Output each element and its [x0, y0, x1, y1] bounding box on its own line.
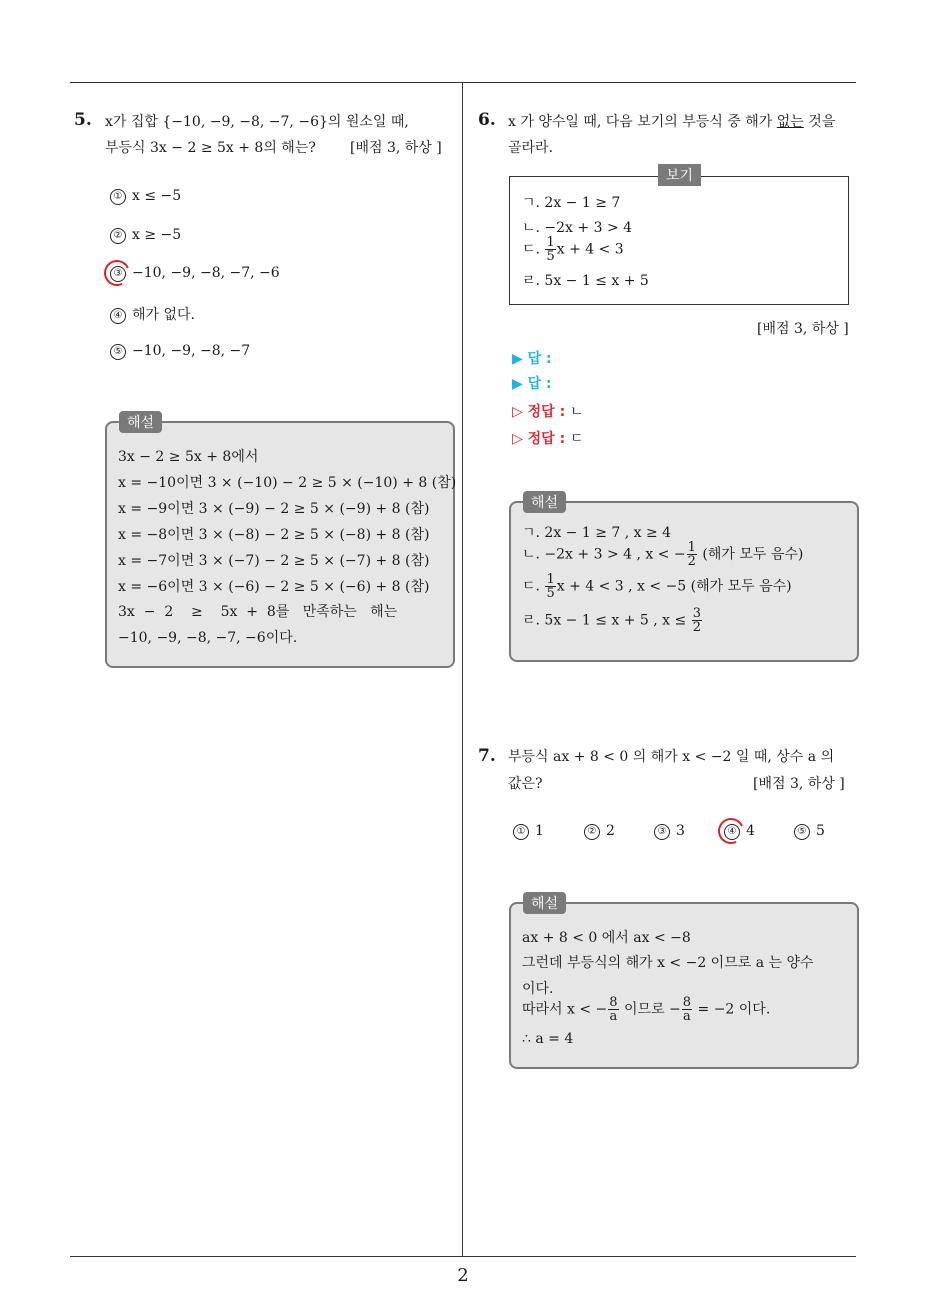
- correct-label: ▷ 정답 :: [512, 404, 566, 420]
- correct-answer: [512, 428, 584, 448]
- fraction: [687, 541, 697, 568]
- explanation-line: x = −8이면 3 × (−8) − 2 ≥ 5 × (−8) + 8 (참): [118, 527, 430, 543]
- choice-number: ③: [110, 266, 126, 282]
- fraction-numerator: 3: [692, 606, 701, 621]
- choice-2[interactable]: [110, 227, 181, 244]
- explanation-line: 그런데 부등식의 해가 x < −2 이므로 a 는 양수: [522, 955, 814, 971]
- choice-text: −10, −9, −8, −7: [132, 343, 251, 359]
- score-label: [배점 3, 하상 ]: [350, 140, 442, 156]
- choice-2[interactable]: [584, 823, 615, 840]
- explanation-text: ㄹ. 5x − 1 ≤ x + 5 , x ≤: [522, 612, 687, 629]
- answer-circle-mark: [714, 814, 747, 847]
- example-tag: 보기: [658, 164, 701, 186]
- choice-text: 해가 없다.: [132, 307, 195, 323]
- explanation-line: 3x − 2 ≥ 5x + 8를 만족하는 해는: [118, 604, 398, 620]
- fraction-denominator: a: [609, 1009, 618, 1024]
- top-rule: [70, 82, 856, 83]
- explanation-text: ㄴ. −2x + 3 > 4 , x < −: [522, 546, 686, 563]
- explanation-text: 따라서 x < −: [522, 1001, 608, 1018]
- correct-value: ㄷ: [570, 431, 584, 447]
- choice-number: ②: [584, 824, 600, 840]
- choice-3[interactable]: [110, 265, 280, 282]
- example-prefix: ㄷ.: [522, 241, 545, 258]
- choice-number: ③: [654, 824, 670, 840]
- choice-number: ②: [110, 228, 126, 244]
- explanation-line: [522, 541, 803, 568]
- explanation-line: x = −9이면 3 × (−9) − 2 ≥ 5 × (−9) + 8 (참): [118, 501, 430, 517]
- question-text: 값은?: [508, 776, 543, 792]
- fraction-denominator: 5: [546, 586, 555, 601]
- example-rest: x + 4 < 3: [556, 241, 624, 258]
- fraction-numerator: 1: [687, 540, 696, 555]
- choice-text: x ≤ −5: [132, 188, 182, 204]
- question-text: 부등식 ax + 8 < 0 의 해가 x < −2 일 때, 상수 a 의: [508, 749, 835, 765]
- question-number: 7.: [478, 746, 496, 766]
- underlined-word: 없는: [776, 114, 804, 130]
- fraction: [545, 236, 555, 263]
- explanation-text: x + 4 < 3 , x < −5 (해가 모두 음수): [556, 578, 792, 595]
- bottom-rule: [70, 1256, 856, 1257]
- example-item: ㄴ. −2x + 3 > 4: [522, 220, 633, 236]
- explanation-text: ㄷ.: [522, 578, 545, 595]
- correct-answer: [512, 401, 584, 421]
- page-number: 2: [457, 1265, 469, 1286]
- explanation-line: −10, −9, −8, −7, −6이다.: [118, 630, 298, 646]
- question-text: [508, 111, 835, 131]
- fraction-denominator: 2: [692, 620, 701, 635]
- choice-5[interactable]: [794, 823, 825, 840]
- choice-number: ④: [724, 824, 740, 840]
- question-text: 골라라.: [508, 140, 554, 156]
- fraction: [545, 573, 555, 600]
- column-divider: [462, 83, 463, 1256]
- choice-3[interactable]: [654, 823, 685, 840]
- question-text: 부등식 3x − 2 ≥ 5x + 8의 해는?: [105, 140, 316, 156]
- explanation-line: x = −10이면 3 × (−10) − 2 ≥ 5 × (−10) + 8 (참): [118, 475, 457, 491]
- question-number: 6.: [478, 110, 496, 130]
- choice-text: 5: [816, 823, 825, 839]
- choice-number: ⑤: [794, 824, 810, 840]
- answer-label: ▶ 답 :: [512, 351, 552, 367]
- explanation-line: [522, 607, 703, 634]
- example-item: [522, 236, 624, 263]
- explanation-line: [522, 573, 792, 600]
- answer-circle-mark: [100, 256, 133, 289]
- choice-5[interactable]: [110, 343, 250, 360]
- explanation-line: 3x − 2 ≥ 5x + 8에서: [118, 449, 259, 465]
- fraction: [692, 607, 702, 634]
- explanation-line: 이다.: [522, 981, 554, 997]
- fraction: [682, 996, 692, 1023]
- correct-value: ㄴ: [570, 404, 584, 420]
- score-label: [배점 3, 하상 ]: [753, 776, 845, 792]
- choice-text: x ≥ −5: [132, 227, 182, 243]
- explanation-line: x = −6이면 3 × (−6) − 2 ≥ 5 × (−6) + 8 (참): [118, 579, 430, 595]
- explanation-text: (해가 모두 음수): [702, 546, 804, 563]
- question-text-part: x 가 양수일 때, 다음 보기의 부등식 중 해가: [508, 114, 777, 130]
- fraction-numerator: 8: [682, 995, 692, 1010]
- fraction-numerator: 1: [546, 572, 555, 587]
- choice-text: 2: [606, 823, 615, 839]
- explanation-line: [522, 996, 770, 1023]
- example-item: ㄱ. 2x − 1 ≥ 7: [522, 195, 621, 211]
- choice-text: −10, −9, −8, −7, −6: [132, 265, 280, 281]
- explanation-line: ax + 8 < 0 에서 ax < −8: [522, 930, 691, 946]
- question-number: 5.: [74, 110, 92, 130]
- fraction-denominator: 2: [687, 554, 696, 569]
- choice-number: ①: [513, 824, 529, 840]
- fraction-numerator: 8: [609, 995, 618, 1010]
- choice-text: 4: [746, 823, 755, 839]
- example-item: ㄹ. 5x − 1 ≤ x + 5: [522, 273, 649, 289]
- explanation-text: 이므로 −: [624, 1001, 681, 1018]
- choice-4[interactable]: [110, 304, 195, 324]
- choice-text: 3: [676, 823, 685, 839]
- correct-label: ▷ 정답 :: [512, 431, 566, 447]
- fraction-denominator: 5: [546, 249, 555, 264]
- fraction: [608, 996, 618, 1023]
- choice-number: ⑤: [110, 344, 126, 360]
- explanation-text: = −2 이다.: [697, 1001, 771, 1018]
- question-text-part: 것을: [803, 114, 836, 130]
- explanation-line: ㄱ. 2x − 1 ≥ 7 , x ≥ 4: [522, 525, 672, 541]
- explanation-tag: 해설: [119, 411, 162, 433]
- choice-text: 1: [535, 823, 544, 839]
- choice-number: ④: [110, 308, 126, 324]
- choice-number: ①: [110, 189, 126, 205]
- choice-1[interactable]: [513, 823, 544, 840]
- choice-1[interactable]: [110, 188, 181, 205]
- explanation-line: ∴ a = 4: [522, 1031, 574, 1047]
- question-text: x가 집합 {−10, −9, −8, −7, −6}의 원소일 때,: [105, 114, 409, 130]
- explanation-line: x = −7이면 3 × (−7) − 2 ≥ 5 × (−7) + 8 (참): [118, 553, 430, 569]
- explanation-tag: 해설: [523, 892, 566, 914]
- fraction-numerator: 1: [546, 235, 555, 250]
- explanation-tag: 해설: [523, 491, 566, 513]
- fraction-denominator: a: [683, 1009, 691, 1024]
- answer-label: ▶ 답 :: [512, 376, 552, 392]
- score-label: [배점 3, 하상 ]: [757, 321, 849, 337]
